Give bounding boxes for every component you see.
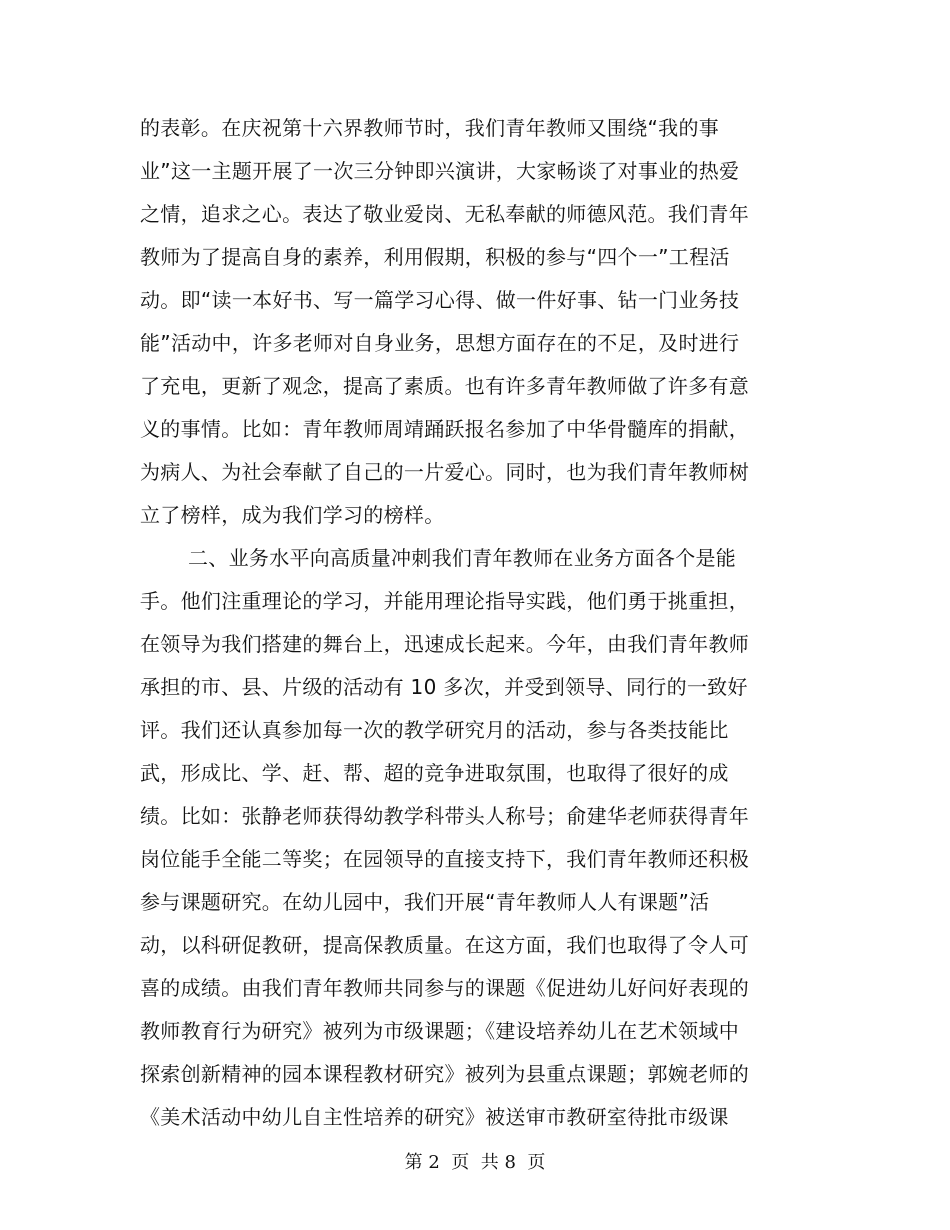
body-line: 《美术活动中幼儿自主性培养的研究》被送审市教研室待批市级课 [140,1105,729,1129]
body-line: 的表彰。在庆祝第十六界教师节时，我们青年教师又围绕“我的事 [140,116,720,140]
body-line: 手。他们注重理论的学习，并能用理论指导实践，他们勇于挑重担， [140,589,749,613]
body-line: 承担的市、县、片级的活动有 10 多次，并受到领导、同行的一致好 [140,675,748,699]
body-line: 为病人、为社会奉献了自己的一片爱心。同时，也为我们青年教师树 [140,460,749,484]
body-line: 武，形成比、学、赶、帮、超的竞争进取氛围，也取得了很好的成 [140,761,729,785]
body-line: 评。我们还认真参加每一次的教学研究月的活动，参与各类技能比 [140,718,729,742]
body-line: 立了榜样，成为我们学习的榜样。 [140,503,445,527]
body-line: 在领导为我们搭建的舞台上，迅速成长起来。今年，由我们青年教师 [140,632,749,656]
body-line: 教师教育行为研究》被列为市级课题；《建设培养幼儿在艺术领域中 [140,1019,739,1043]
body-line: 了充电，更新了观念，提高了素质。也有许多青年教师做了许多有意 [140,374,749,398]
body-line: 之情，追求之心。表达了敬业爱岗、无私奉献的师德风范。我们青年 [140,202,749,226]
section-heading-line: 二、业务水平向高质量冲刺我们青年教师在业务方面各个是能 [188,546,737,570]
body-line: 业”这一主题开展了一次三分钟即兴演讲，大家畅谈了对事业的热爱 [140,159,740,183]
body-line: 义的事情。比如：青年教师周靖踊跃报名参加了中华骨髓库的捐献， [140,417,749,441]
body-line: 能”活动中，许多老师对自身业务，思想方面存在的不足，及时进行 [140,331,740,355]
body-line: 教师为了提高自身的素养，利用假期，积极的参与“四个一”工程活 [140,245,730,269]
body-line: 岗位能手全能二等奖；在园领导的直接支持下，我们青年教师还积极 [140,847,749,871]
body-line: 动。即“读一本好书、写一篇学习心得、做一件好事、钻一门业务技 [140,288,740,312]
page-number-footer: 第 2 页 共 8 页 [404,1152,546,1173]
body-line: 参与课题研究。在幼儿园中，我们开展“青年教师人人有课题”活 [140,890,710,914]
body-line: 探索创新精神的园本课程教材研究》被列为县重点课题；郭婉老师的 [140,1062,749,1086]
body-line: 动，以科研促教研，提高保教质量。在这方面，我们也取得了令人可 [140,933,749,957]
body-line: 绩。比如：张静老师获得幼教学科带头人称号；俞建华老师获得青年 [140,804,749,828]
body-line: 喜的成绩。由我们青年教师共同参与的课题《促进幼儿好问好表现的 [140,976,749,1000]
